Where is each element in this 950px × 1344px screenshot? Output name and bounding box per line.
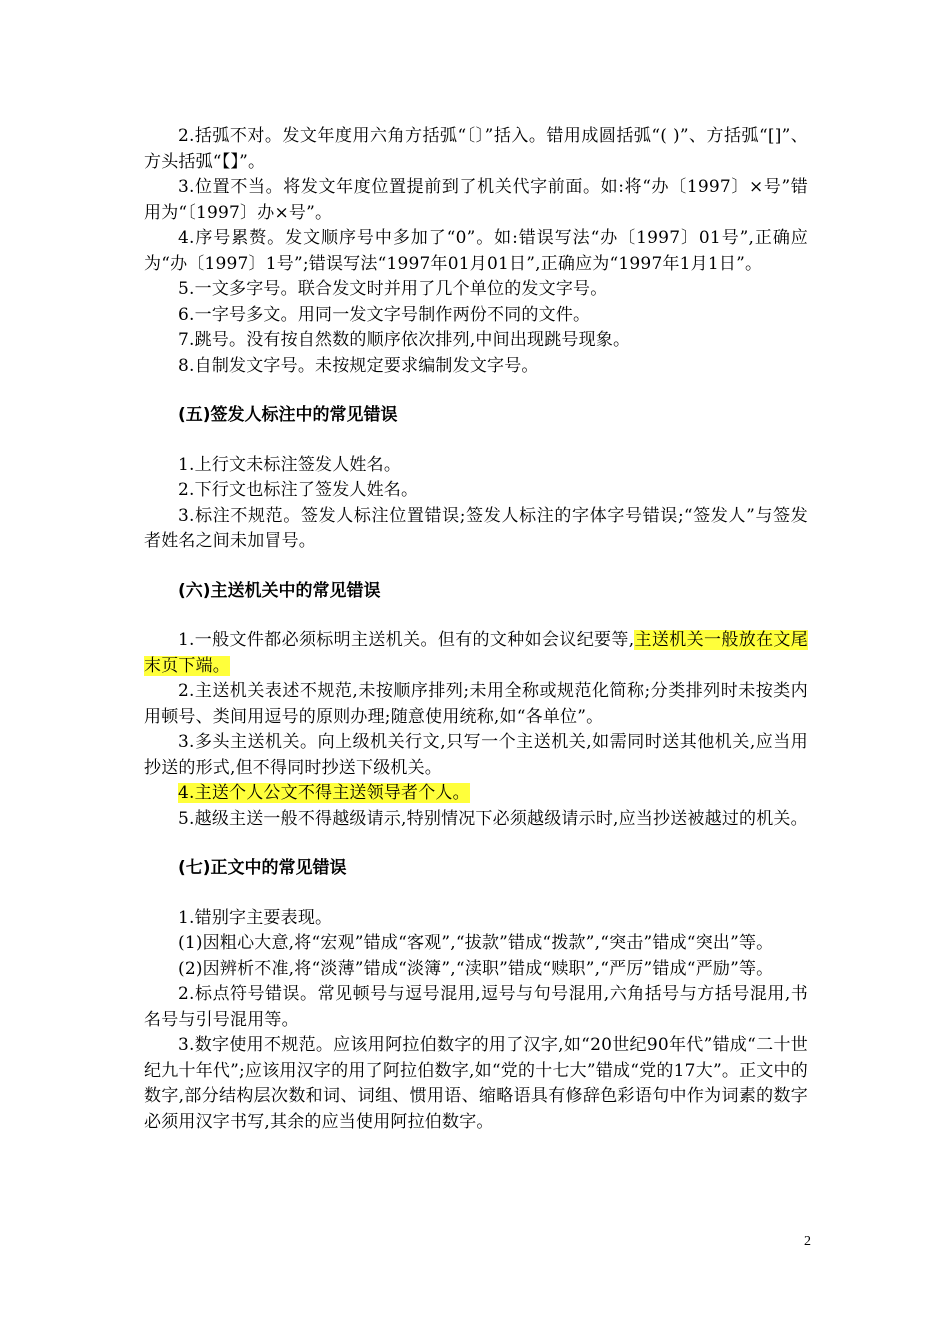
paragraph: 7.跳号。没有按自然数的顺序依次排列,中间出现跳号现象。 — [178, 330, 631, 350]
paragraph: 1.错别字主要表现。 — [178, 907, 333, 928]
paragraph: 5.越级主送一般不得越级请示,特别情况下必须越级请示时,应当抄送被越过的机关。 — [178, 808, 808, 829]
paragraph: 4.序号累赘。发文顺序号中多加了“0”。如:错误写法“办〔1997〕01号”,正确应为“办〔1997〕1号”;错误写法“1997年01月01日”,正确应为“1997年1月1日”。 — [144, 228, 808, 274]
paragraph: 8.自制发文字号。未按规定要求编制发文字号。 — [178, 355, 539, 376]
paragraph: 3.数字使用不规范。应该用阿拉伯数字的用了汉字,如“20世纪90年代”错成“二十世纪九十年代”;应该用汉字的用了阿拉伯数字,如“党的十七大”错成“党的17大”。正文中的数字,部分结构层次数和词、词组、惯用语、缩略语具有修辞色彩语句中作为词素的数字必须用汉字书写,其余的应当使用阿拉伯数字。 — [144, 1035, 808, 1132]
paragraph: 2.下行文也标注了签发人姓名。 — [178, 480, 419, 500]
paragraph: 2.括弧不对。发文年度用六角方括弧“〔〕”括入。错用成圆括弧“( )”、方括弧“[]”、方头括弧“【】”。 — [144, 126, 808, 172]
section-heading-6: (六)主送机关中的常见错误 — [178, 580, 381, 601]
paragraph: 3.多头主送机关。向上级机关行文,只写一个主送机关,如需同时送其他机关,应当用抄送的形式,但不得同时抄送下级机关。 — [144, 732, 808, 778]
section-heading-7: (七)正文中的常见错误 — [178, 858, 347, 878]
paragraph: (1)因粗心大意,将“宏观”错成“客观”,“拔款”错成“拨款”,“突击”错成“突出”等。 — [178, 933, 774, 953]
highlighted-text: 4.主送个人公文不得主送领导者个人。 — [178, 783, 470, 803]
paragraph: 2.主送机关表述不规范,未按顺序排列;未用全称或规范化简称;分类排列时未按类内用顿号、类间用逗号的原则办理;随意使用统称,如“各单位”。 — [144, 681, 808, 727]
paragraph: 3.标注不规范。签发人标注位置错误;签发人标注的字体字号错误;“签发人”与签发者姓名之间未加冒号。 — [144, 505, 808, 551]
paragraph: 6.一字号多文。用同一发文字号制作两份不同的文件。 — [178, 304, 591, 325]
paragraph: 3.位置不当。将发文年度位置提前到了机关代字前面。如:将“办〔1997〕×号”错用为“〔1997〕办×号”。 — [144, 177, 808, 223]
paragraph: 1.上行文未标注签发人姓名。 — [178, 454, 402, 475]
document-body — [144, 124, 808, 1135]
paragraph — [144, 781, 808, 807]
highlighted-text: 主送机关一般放在文尾末页下端。 — [144, 630, 808, 676]
paragraph: 5.一文多字号。联合发文时并用了几个单位的发文字号。 — [178, 279, 608, 299]
paragraph-text: 1.一般文件都必须标明主送机关。但有的文种如会议纪要等, — [178, 630, 635, 650]
paragraph: 2.标点符号错误。常见顿号与逗号混用,逗号与句号混用,六角括号与方括号混用,书名号与引号混用等。 — [144, 984, 808, 1030]
paragraph — [144, 628, 808, 679]
page-number: 2 — [804, 1234, 811, 1249]
paragraph: (2)因辨析不准,将“淡薄”错成“淡簿”,“渎职”错成“赎职”,“严厉”错成“严励”等。 — [178, 958, 774, 979]
section-heading-5: (五)签发人标注中的常见错误 — [178, 405, 398, 425]
